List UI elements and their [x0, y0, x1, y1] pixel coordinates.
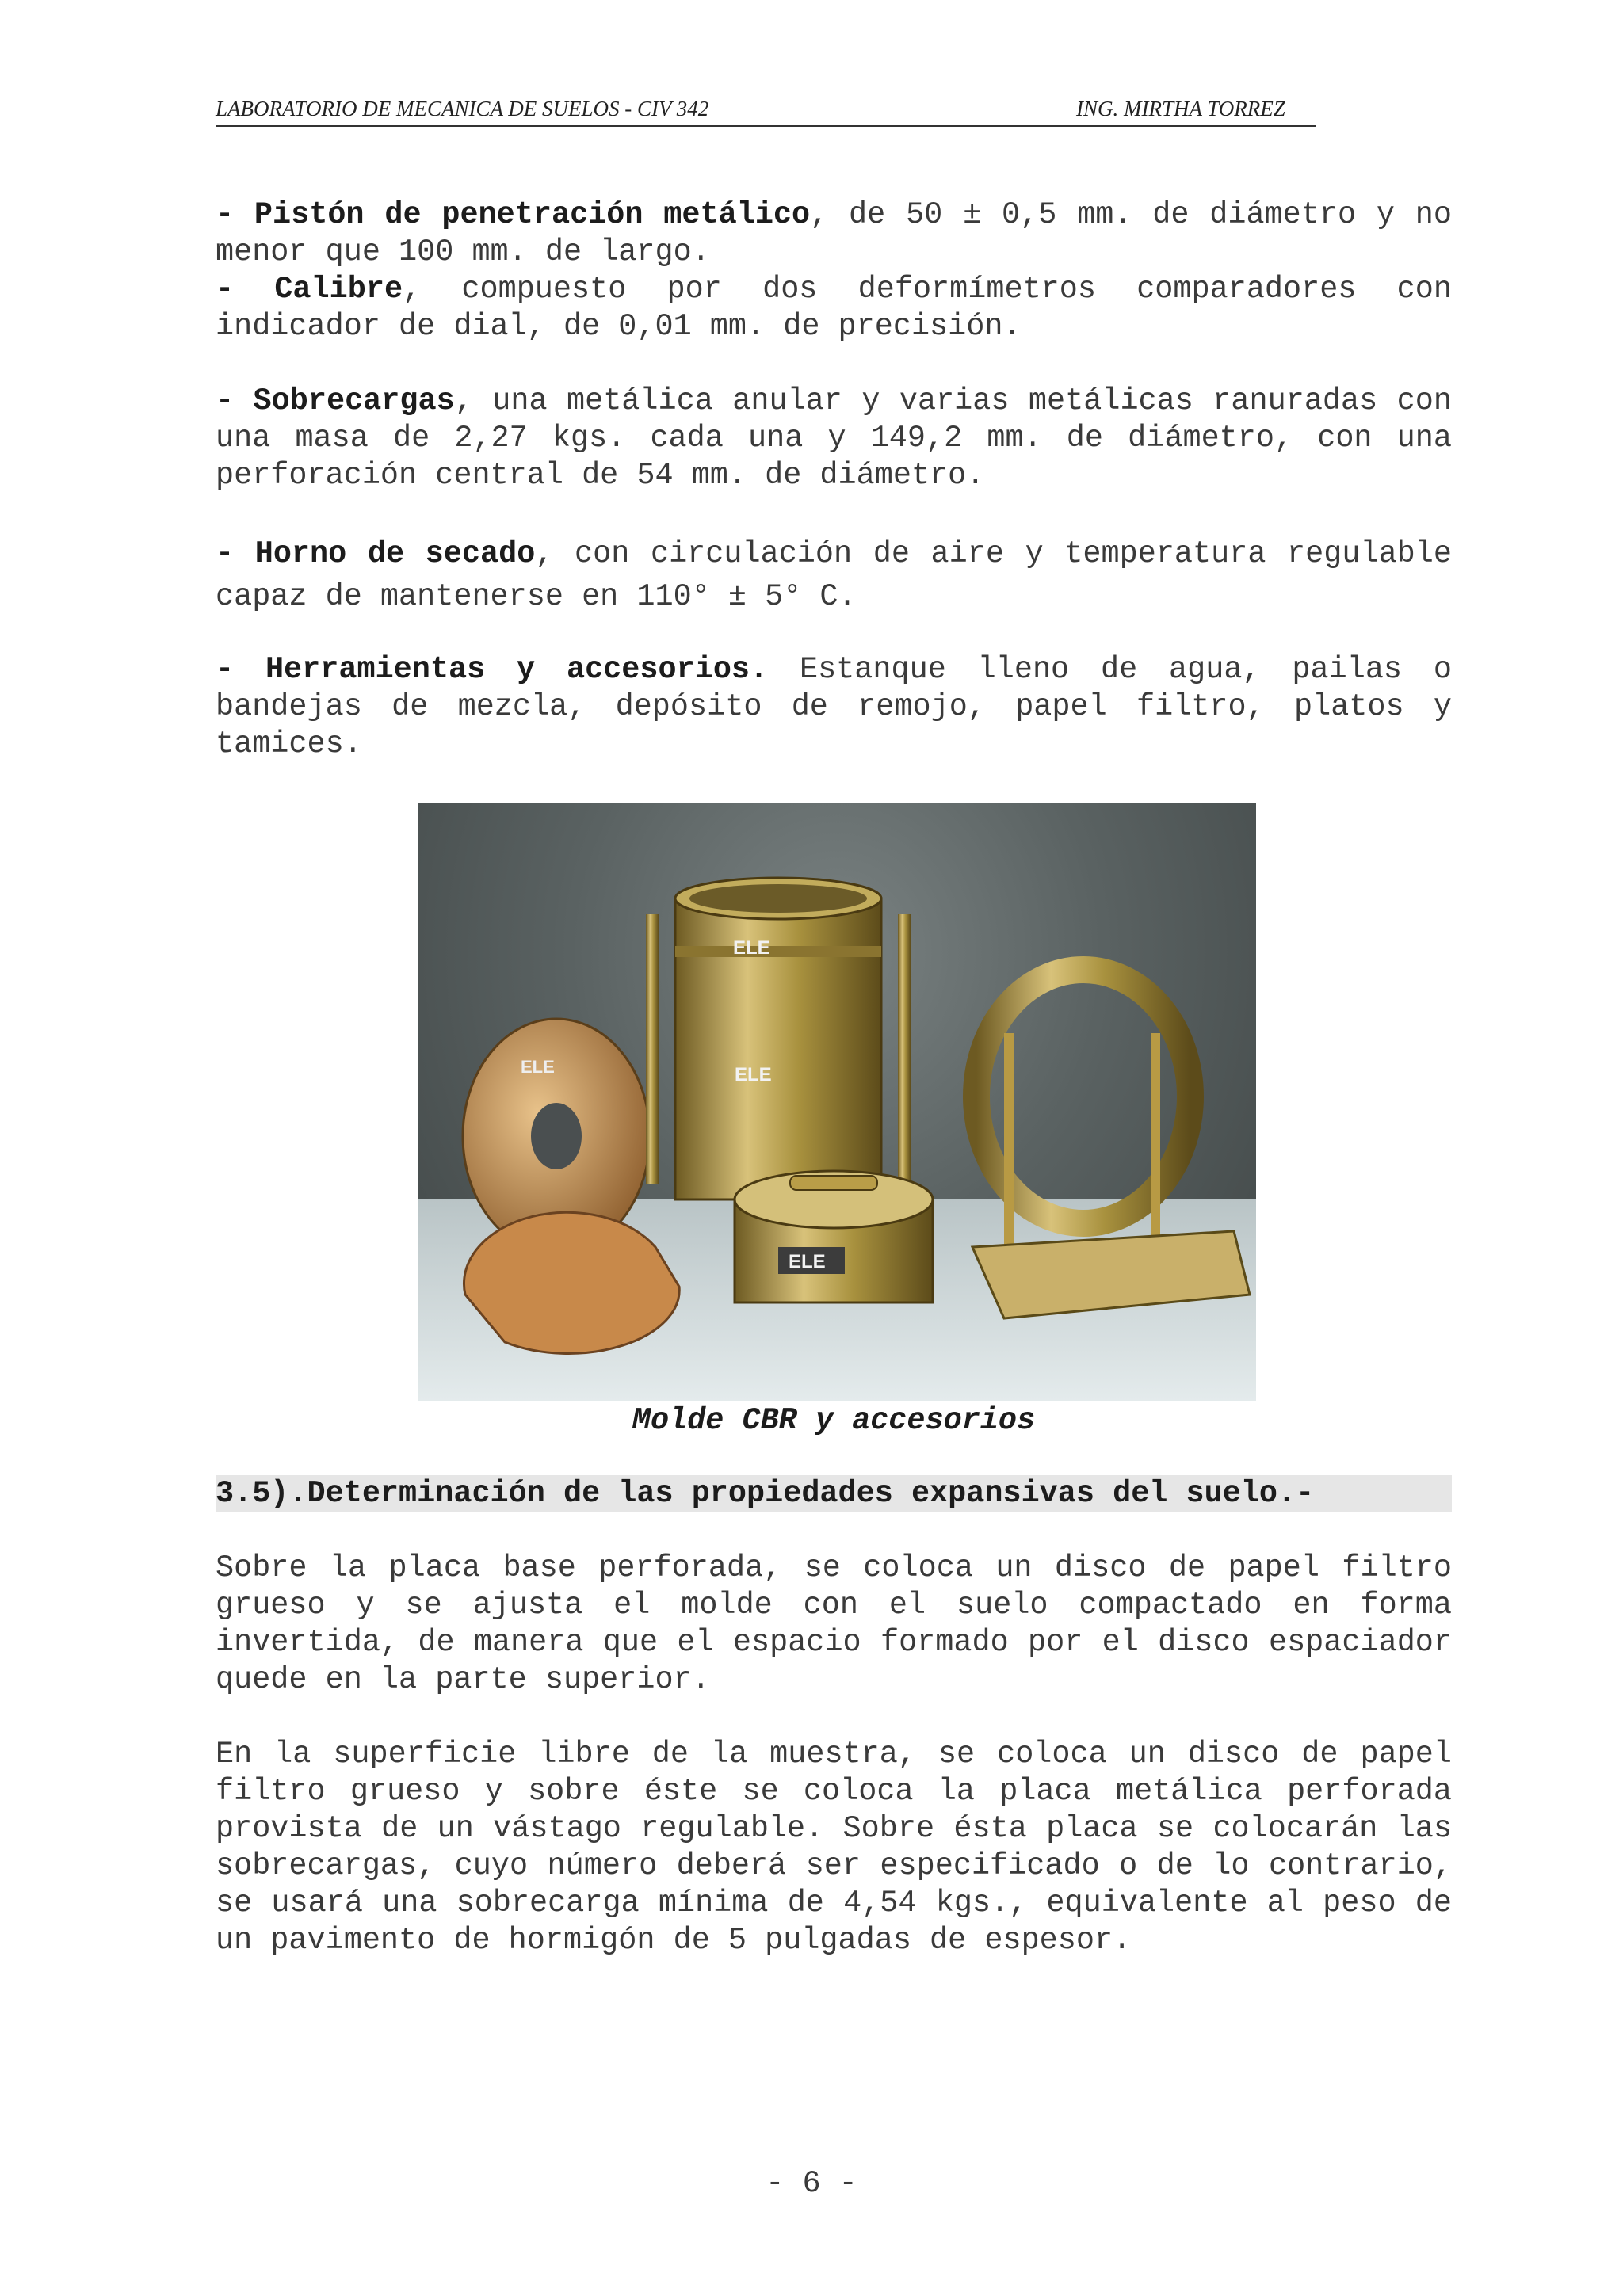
item-sobrecargas [216, 383, 1452, 494]
item-sobrecargas-text: , una metálica anular y varias metálicas ranuradas con una masa de 2,27 kgs. cada una y 149,2 mm. de diámetro, con una perforación central de 54 mm. de diámetro. [216, 383, 1452, 493]
ele-mark-mold: ELE [735, 1064, 772, 1085]
cbr-mold-photo [418, 803, 1256, 1401]
item-herramientas-label: - Herramientas y accesorios. [216, 652, 769, 687]
item-calibre-label: - Calibre [216, 272, 403, 307]
item-horno-label: - Horno de secado [216, 536, 536, 571]
ele-mark-base: ELE [789, 1251, 826, 1272]
item-horno [216, 532, 1452, 618]
item-piston-label: - Pistón de penetración metálico [216, 197, 811, 232]
item-horno-text: , con circulación de aire y temperatura regulable capaz de mantenerse en 110° ± 5° C. [216, 536, 1452, 614]
item-calibre-text: , compuesto por dos deformímetros comparadores con indicador de dial, de 0,01 mm. de precisión. [216, 272, 1452, 344]
item-calibre [216, 271, 1452, 345]
ele-mark-disc: ELE [521, 1057, 555, 1077]
item-piston-text: , de 50 ± 0,5 mm. de diámetro y no menor que 100 mm. de largo. [216, 197, 1452, 269]
item-piston [216, 196, 1452, 271]
figure-caption: Molde CBR y accesorios [632, 1403, 1036, 1438]
item-herramientas-text: Estanque lleno de agua, pailas o bandejas de mezcla, depósito de remojo, papel filtro, platos y tamices. [216, 652, 1452, 761]
cbr-mold-illustration [418, 803, 1256, 1401]
ele-mark-collar: ELE [733, 937, 770, 959]
paragraph-2: En la superficie libre de la muestra, se coloca un disco de papel filtro grueso y sobre éste se coloca la placa metálica perforada provista de un vástago regulable. Sobre ésta placa se colocarán las sobrecargas, cuyo número deberá ser especificado o de lo contrario, se usará una sobrecarga mínima de 4,54 kgs., equivalente al peso de un pavimento de hormigón de 5 pulgadas de espesor. [216, 1737, 1452, 1958]
header-author: ING. MIRTHA TORREZ [1076, 97, 1285, 120]
section-heading: 3.5).Determinación de las propiedades expansivas del suelo.- [216, 1475, 1452, 1512]
page-header [216, 97, 1316, 127]
page-number: - 6 - [766, 2166, 857, 2201]
item-herramientas [216, 651, 1452, 763]
header-course: LABORATORIO DE MECANICA DE SUELOS - CIV 342 [216, 97, 709, 120]
item-sobrecargas-label: - Sobrecargas [216, 383, 455, 418]
paragraph-1: Sobre la placa base perforada, se coloca un disco de papel filtro grueso y se ajusta el molde con el suelo compactado en forma invertida, de manera que el espacio formado por el disco espaciador quede en la parte superior. [216, 1550, 1452, 1697]
